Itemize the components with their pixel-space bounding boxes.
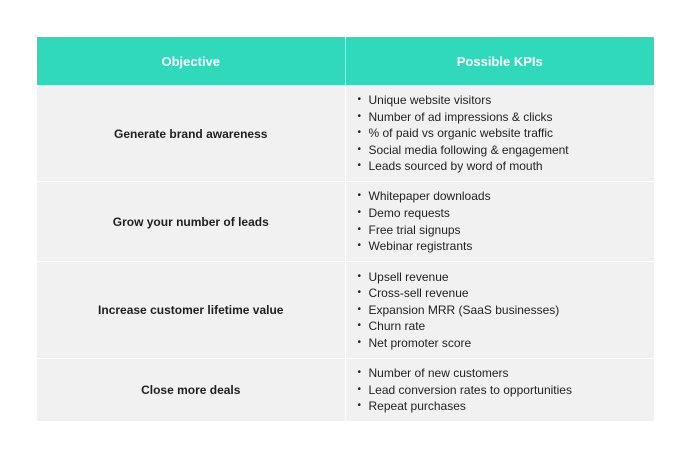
kpi-list-item: • Free trial signups [358, 222, 655, 239]
kpi-list [346, 92, 655, 175]
objective-cell: Grow your number of leads [37, 182, 345, 262]
kpi-list-item: • Leads sourced by word of mouth [358, 158, 655, 175]
kpi-table [37, 37, 654, 421]
kpis-cell [345, 86, 654, 182]
kpi-list-item: • Churn rate [358, 318, 655, 335]
objective-cell: Close more deals [37, 359, 345, 422]
kpi-list [346, 188, 655, 254]
kpis-cell [345, 359, 654, 422]
objective-cell: Increase customer lifetime value [37, 262, 345, 359]
kpi-list-item: • Social media following & engagement [358, 142, 655, 159]
kpi-list-item: • Expansion MRR (SaaS businesses) [358, 302, 655, 319]
kpi-list-item: • Whitepaper downloads [358, 188, 655, 205]
objective-column-header: Objective [37, 37, 345, 86]
kpis-cell [345, 262, 654, 359]
kpi-list-item: • Webinar registrants [358, 238, 655, 255]
kpi-list-item: • Number of ad impressions & clicks [358, 109, 655, 126]
kpi-list-item: • Unique website visitors [358, 92, 655, 109]
table-row [37, 182, 654, 262]
kpi-list-item: • Cross-sell revenue [358, 285, 655, 302]
kpi-list-item: • Upsell revenue [358, 269, 655, 286]
kpi-list-item: • Net promoter score [358, 335, 655, 352]
kpis-column-header: Possible KPIs [345, 37, 654, 86]
kpi-list [346, 269, 655, 352]
table-row [37, 262, 654, 359]
kpi-list-item: • Repeat purchases [358, 398, 655, 415]
kpi-list-item: • % of paid vs organic website traffic [358, 125, 655, 142]
table-row [37, 86, 654, 182]
table-header-row [37, 37, 654, 86]
kpis-cell [345, 182, 654, 262]
table-row [37, 359, 654, 422]
objective-cell: Generate brand awareness [37, 86, 345, 182]
kpi-list-item: • Lead conversion rates to opportunities [358, 382, 655, 399]
kpi-list-item: • Number of new customers [358, 365, 655, 382]
kpi-list [346, 365, 655, 415]
kpi-list-item: • Demo requests [358, 205, 655, 222]
